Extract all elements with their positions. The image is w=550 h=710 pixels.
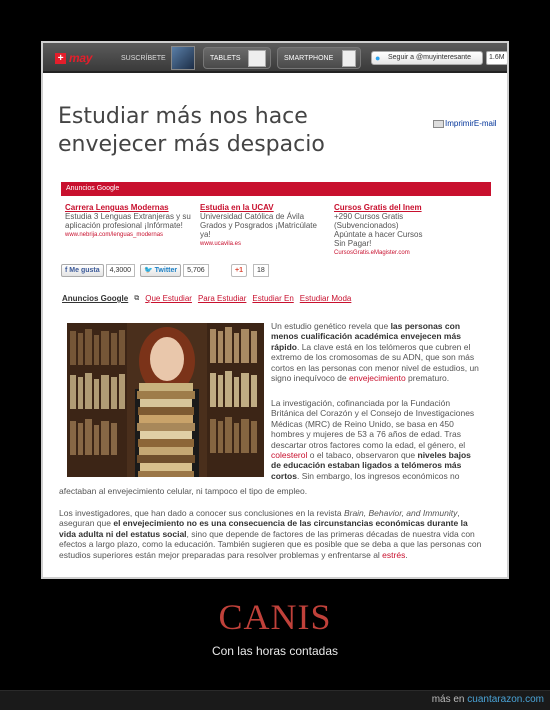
screenshot-frame: [41, 41, 509, 579]
ad-body: Universidad Católica de Ávila Grados y Posgrados ¡Matricúlate ya!: [200, 212, 317, 239]
twitter-share-button[interactable]: 🐦 Twitter: [140, 264, 181, 277]
external-link-icon: ⧉: [134, 294, 140, 302]
site-topbar: [43, 43, 507, 73]
facebook-like-count: 4,3000: [106, 264, 135, 277]
ad-title[interactable]: Carrera Lenguas Modernas: [65, 203, 169, 212]
follow-count: 1.6M: [486, 51, 508, 65]
ad-url[interactable]: CursosGratis.eMagister.com: [334, 250, 410, 256]
ad-link-estudiar-moda[interactable]: Estudiar Moda: [299, 294, 352, 303]
footer-credit: más en cuantarazon.com: [431, 694, 544, 705]
twitter-share[interactable]: [140, 263, 209, 277]
google-plus-count: 18: [253, 264, 269, 277]
ad-links-bar: [62, 294, 351, 303]
ad-body: +290 Cursos Gratis (Subvencionados) Apúntate a hacer Cursos Sin Pagar!: [334, 212, 423, 248]
link-estres[interactable]: estrés: [382, 549, 406, 560]
ad-url[interactable]: www.ucavila.es: [200, 241, 242, 247]
link-envejecimiento[interactable]: envejecimiento: [348, 373, 406, 384]
ad-link-para-estudiar[interactable]: Para Estudiar: [197, 294, 247, 303]
twitter-share-count: 5,706: [183, 264, 209, 277]
ad-item[interactable]: [200, 203, 328, 249]
printer-icon: [433, 120, 444, 128]
ad-title[interactable]: Cursos Gratis del Inem: [334, 203, 422, 212]
magazine-cover-icon[interactable]: [171, 46, 195, 70]
caption-subtitle: Con las horas contadas: [211, 644, 339, 658]
ad-item[interactable]: [334, 203, 426, 258]
smartphone-label: SMARTPHONE: [284, 55, 334, 62]
facebook-like[interactable]: [61, 263, 135, 277]
twitter-bird-icon: ●: [375, 53, 381, 63]
ad-link-estudiar-en[interactable]: Estudiar En: [252, 294, 294, 303]
google-plus-button[interactable]: +1: [231, 264, 247, 277]
article-title: Estudiar más nos hace envejecer más despacio: [58, 104, 325, 157]
footer-bar: [0, 690, 550, 710]
ad-title[interactable]: Estudia en la UCAV: [200, 203, 274, 212]
link-colesterol[interactable]: colesterol: [271, 450, 308, 461]
ad-link-que-estudiar[interactable]: Que Estudiar: [145, 294, 192, 303]
site-logo[interactable]: + may: [55, 51, 113, 65]
smartphone-icon: [342, 50, 356, 67]
ad-body: Estudia 3 Lenguas Extranjeras y su aplicación profesional ¡Infórmate!: [65, 212, 191, 230]
site-link[interactable]: cuantarazon.com: [467, 694, 544, 705]
ad-links-label[interactable]: Anuncios Google: [62, 294, 129, 303]
woman-with-books-image: [67, 323, 264, 477]
paragraph-2-continued: afectaban al envejecimiento celular, ni tampoco el tipo de empleo.: [59, 486, 308, 496]
intro-paragraph: Un estudio genético revela que las personas con menos cualificación académica envejecen más rápido. La clave está en los telómeros que cubren el extremo de los cromosomas de su ADN, que son más cortos en las personas con menor nivel de estudios, un signo inequívoco de envejecimiento prematuro.: [271, 321, 479, 384]
plus-icon: +: [55, 53, 66, 64]
smartphone-button[interactable]: [277, 47, 361, 69]
ad-url[interactable]: www.nebrija.com/lenguas_modernas: [65, 232, 164, 238]
tablet-icon: [248, 50, 266, 67]
paragraph-3: Los investigadores, que han dado a conocer sus conclusiones en la revista Brain, Behavior, and Immunity, aseguran que el envejecimiento no es una consecuencia de las circunstancias económicas durante la vida adulta ni del estatus social, sino que depende de factores de las primeras décadas de nuestra vida con efectos a largo plazo, como la educación. También sugieren que es posible que se deba a que las personas con estudios superiores están mejor preparadas para resolver problemas y enfrentarse al estrés.: [59, 508, 482, 560]
caption-title: CANIS: [218, 597, 332, 637]
tablets-button[interactable]: [203, 47, 271, 69]
paragraph-2: La investigación, cofinanciada por la Fundación Británica del Corazón y el Consejo de Investigaciones Médicas (MRC) de Reino Unido, se basa en 450 hombres y mujeres de 53 a 76 años de edad. Tras descartar otros factores como la edad, el género, el colesterol o el tabaco, observaron que niveles bajos de educación estaban ligados a telómeros más cortos. Sin embargo, los ingresos económicos no: [271, 398, 475, 481]
subscribe-link[interactable]: SUSCRÍBETE: [121, 55, 166, 62]
google-plus[interactable]: [231, 263, 269, 277]
ad-item[interactable]: [65, 203, 195, 240]
article-photo: [67, 323, 264, 477]
print-email-link[interactable]: ImprimirE-mail: [433, 119, 497, 128]
google-ads-header: Anuncios Google: [61, 182, 491, 196]
twitter-follow-button[interactable]: ● Seguir a @muyinteresante: [371, 51, 483, 65]
facebook-like-button[interactable]: f Me gusta: [61, 264, 104, 277]
tablets-label: TABLETS: [210, 55, 241, 62]
